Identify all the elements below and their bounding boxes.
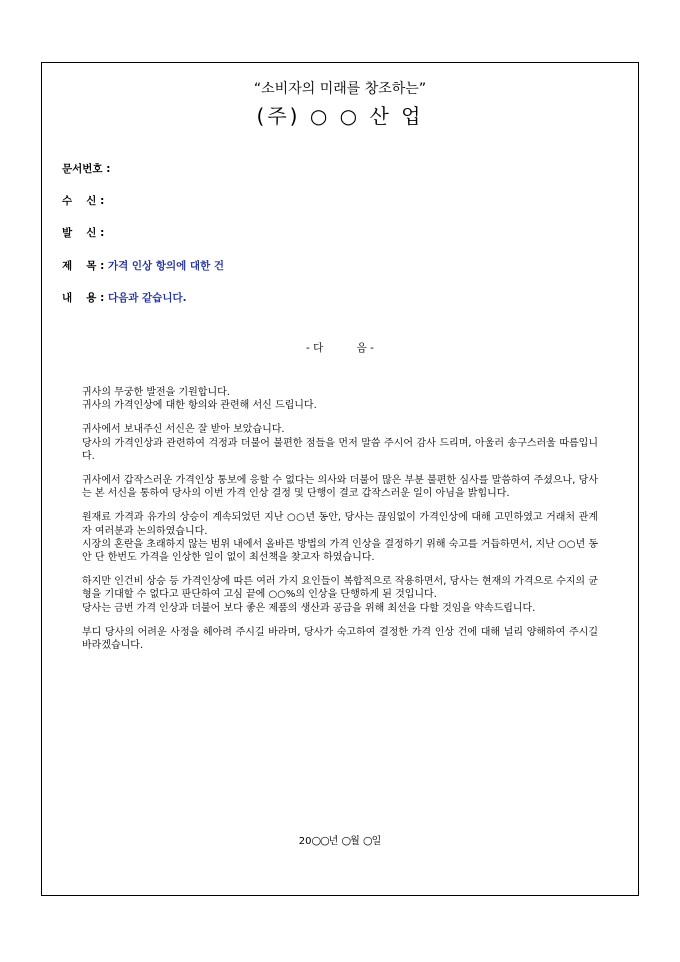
- paragraph: [82, 386, 598, 412]
- sentence: 부디 당사의 어려운 사정을 헤아려 주시길 바라며, 당사가 숙고하여 결정한 가격 인상 건에 대해 널리 양해하여 주시길 바라겠습니다.: [82, 626, 598, 652]
- date-year-suffix: 년: [328, 836, 342, 847]
- sentence: 원재료 가격과 유가의 상승이 계속되었던 지난 ○○년 동안, 당사는 끊임없이 가격인상에 대해 고민하였고 거래처 관계자 여러분과 논의하였습니다.: [82, 512, 598, 537]
- field-value: 가격 인상 항의에 대한 건: [107, 260, 225, 272]
- field-label: 제 목 :: [62, 260, 105, 272]
- paragraph: [82, 423, 598, 463]
- paragraph: [82, 511, 598, 564]
- date-month-suffix: 월: [350, 836, 363, 847]
- company-name: (주) ○ ○ 산 업: [256, 104, 424, 128]
- date-year-prefix: 20: [298, 836, 312, 847]
- section-label: - 다 음 -: [306, 342, 374, 354]
- date-day-suffix: 일: [371, 836, 382, 847]
- field-doc-number: [62, 161, 110, 176]
- sentence: 하지만 인건비 상승 등 가격인상에 따른 여러 가지 요인들이 복합적으로 작용하면서, 당사는 현재의 가격으로 수지의 균형을 기대할 수 없다고 판단하여 고심 끝에 ○○%의 인상을 단행하게 된 것입니다.: [82, 576, 598, 601]
- field-sender: [62, 225, 104, 240]
- field-content: [62, 290, 187, 305]
- sentence: 귀사의 무궁한 발전을 기원합니다.: [82, 387, 230, 398]
- sentence: 귀사에서 보내주신 서신은 잘 받아 보았습니다.: [82, 424, 285, 436]
- sentence: 당사는 금번 가격 인상과 더불어 보다 좋은 제품의 생산과 공급을 위해 최선을 다할 것임을 약속드립니다.: [82, 602, 536, 614]
- field-label: 발 신 :: [62, 227, 105, 239]
- sentence: 귀사에서 갑작스러운 가격인상 통보에 응할 수 없다는 의사와 더불어 많은 부분 불편한 심사를 말씀하여 주셨으나, 당사는 본 서신을 통하여 당사의 이번 가격 인상 결정 및 단행이 결코 갑작스러운 일이 아님을 밝힙니다.: [82, 475, 598, 500]
- field-label: 문서번호 :: [62, 163, 111, 175]
- paragraph: [82, 626, 598, 652]
- field-value: 다음과 같습니다.: [107, 292, 187, 304]
- field-recipient: [62, 193, 104, 208]
- letter-date: [0, 832, 680, 847]
- date-month-mark: ○: [341, 834, 351, 847]
- date-day-mark: ○: [362, 834, 372, 847]
- date-year-mark: ○○: [311, 834, 329, 847]
- field-label: 수 신 :: [62, 195, 105, 207]
- company-slogan: “소비자의 미래를 창조하는”: [253, 81, 427, 97]
- sentence: 귀사의 가격인상에 대한 항의와 관련해 서신 드립니다.: [82, 400, 317, 412]
- sentence: 당사의 가격인상과 관련하여 걱정과 더불어 불편한 점들을 먼저 말씀 주시어 감사 드리며, 아울러 송구스러울 따름입니다.: [82, 437, 598, 462]
- paragraph: [82, 575, 598, 615]
- paragraph: [82, 474, 598, 500]
- field-label: 내 용 :: [62, 292, 105, 304]
- letter-body: [82, 386, 598, 663]
- sentence: 시장의 혼란을 초래하지 않는 범위 내에서 올바른 방법의 가격 인상을 결정하기 위해 숙고를 거듭하면서, 지난 ○○년 동안 단 한번도 가격을 인상한 일이 없이 최선책을 찾고자 하였습니다.: [82, 538, 598, 564]
- field-subject: [62, 258, 224, 273]
